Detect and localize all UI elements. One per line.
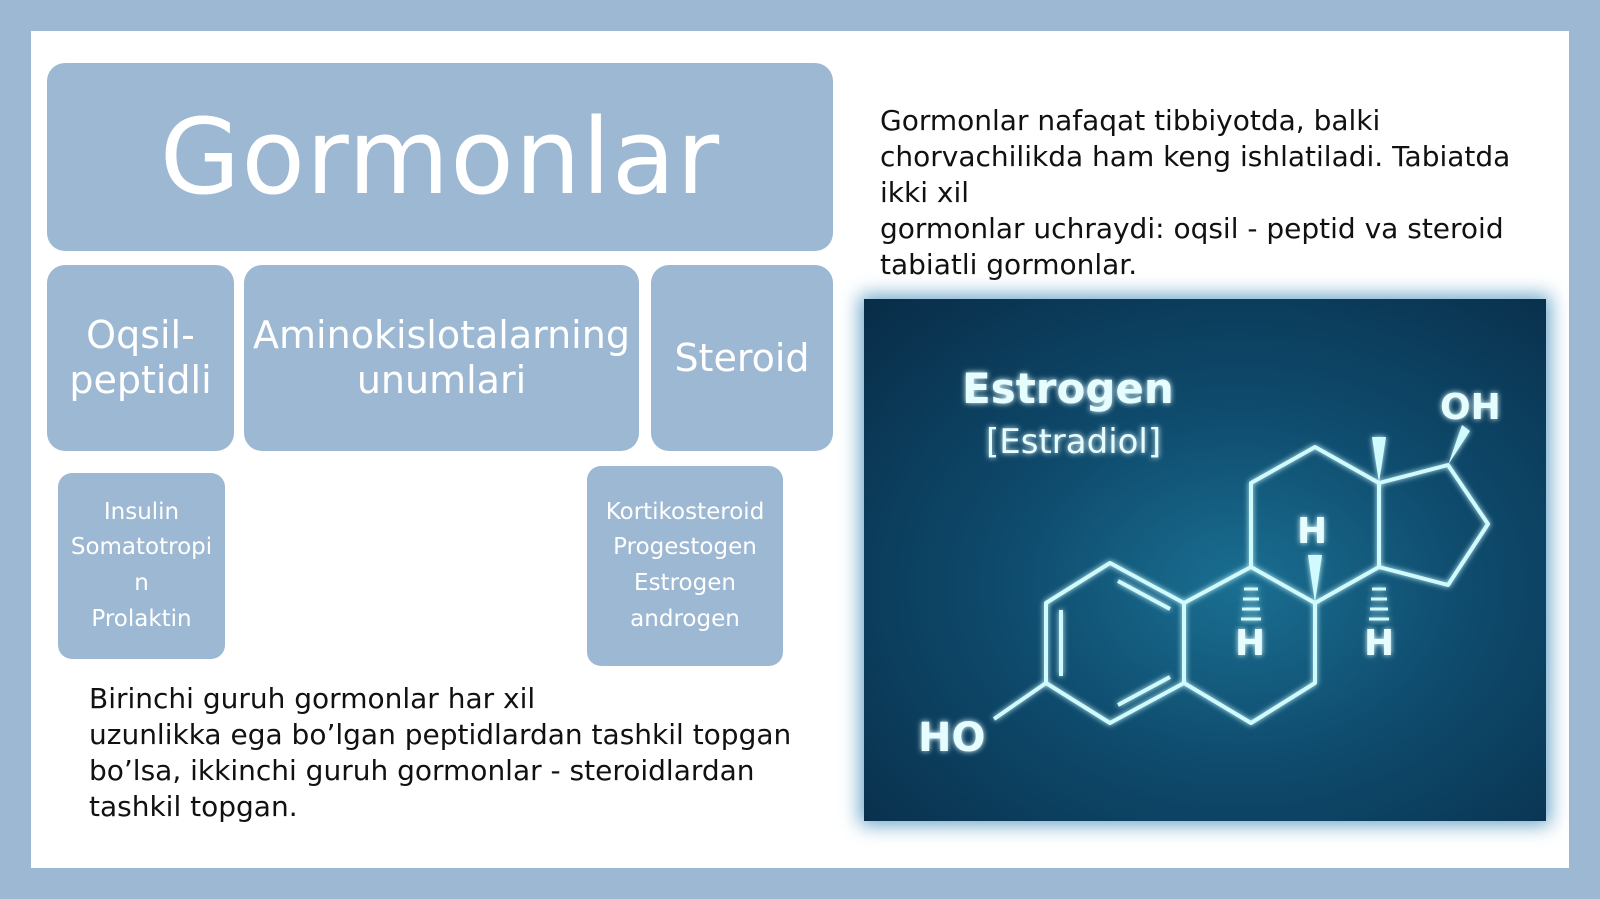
wedge-bonds <box>1308 425 1470 603</box>
molecule-name: Estrogen <box>962 364 1174 413</box>
h-label: H <box>1235 623 1266 664</box>
example-item: Insulin <box>103 498 180 525</box>
text-line: Birinchi guruh gormonlar har xil <box>89 682 536 715</box>
example-item: Kortikosteroid <box>605 498 765 525</box>
category-label: Aminokislotalarning unumlari <box>253 313 630 402</box>
bond-lines <box>994 447 1488 723</box>
molecule-diagram <box>864 299 1546 821</box>
text-line: ikki xil <box>880 176 970 209</box>
example-item: androgen <box>630 605 740 632</box>
h-label: H <box>1297 511 1328 552</box>
category-oqsil-peptidli <box>47 265 234 451</box>
slide <box>31 31 1569 868</box>
text-line: uzunlikka ega bo’lgan peptidlardan tashkil topgan <box>89 718 792 751</box>
oh-label: OH <box>1440 387 1501 428</box>
example-item: Somatotropin <box>70 534 213 596</box>
text-line: gormonlar uchraydi: oqsil - peptid va steroid <box>880 212 1504 245</box>
h-label: H <box>1364 623 1395 664</box>
category-label: Oqsil-peptidli <box>69 313 212 402</box>
category-steroid <box>651 265 833 451</box>
example-item: Progestogen <box>613 534 757 561</box>
text-line: tashkil topgan. <box>89 790 298 823</box>
summary-paragraph <box>89 681 829 825</box>
category-label: Steroid <box>674 335 810 380</box>
slide-title: Gormonlar <box>159 96 721 218</box>
text-line: bo’lsa, ikkinchi guruh gormonlar - steroidlardan <box>89 754 755 787</box>
title-box <box>47 63 833 251</box>
steroid-examples-box <box>587 466 783 666</box>
molecule-subname: [Estradiol] <box>986 422 1162 462</box>
estrogen-molecule-image <box>864 299 1546 821</box>
text-line: tabiatli gormonlar. <box>880 248 1138 281</box>
example-item: Estrogen <box>634 570 736 596</box>
intro-paragraph <box>880 103 1540 283</box>
text-line: chorvachilikda ham keng ishlatiladi. Tabiatda <box>880 140 1511 173</box>
example-item: Prolaktin <box>91 605 192 632</box>
peptide-examples-box <box>58 473 225 659</box>
category-aminokislotalar <box>244 265 639 451</box>
ho-label: HO <box>918 715 986 761</box>
text-line: Gormonlar nafaqat tibbiyotda, balki <box>880 104 1381 137</box>
